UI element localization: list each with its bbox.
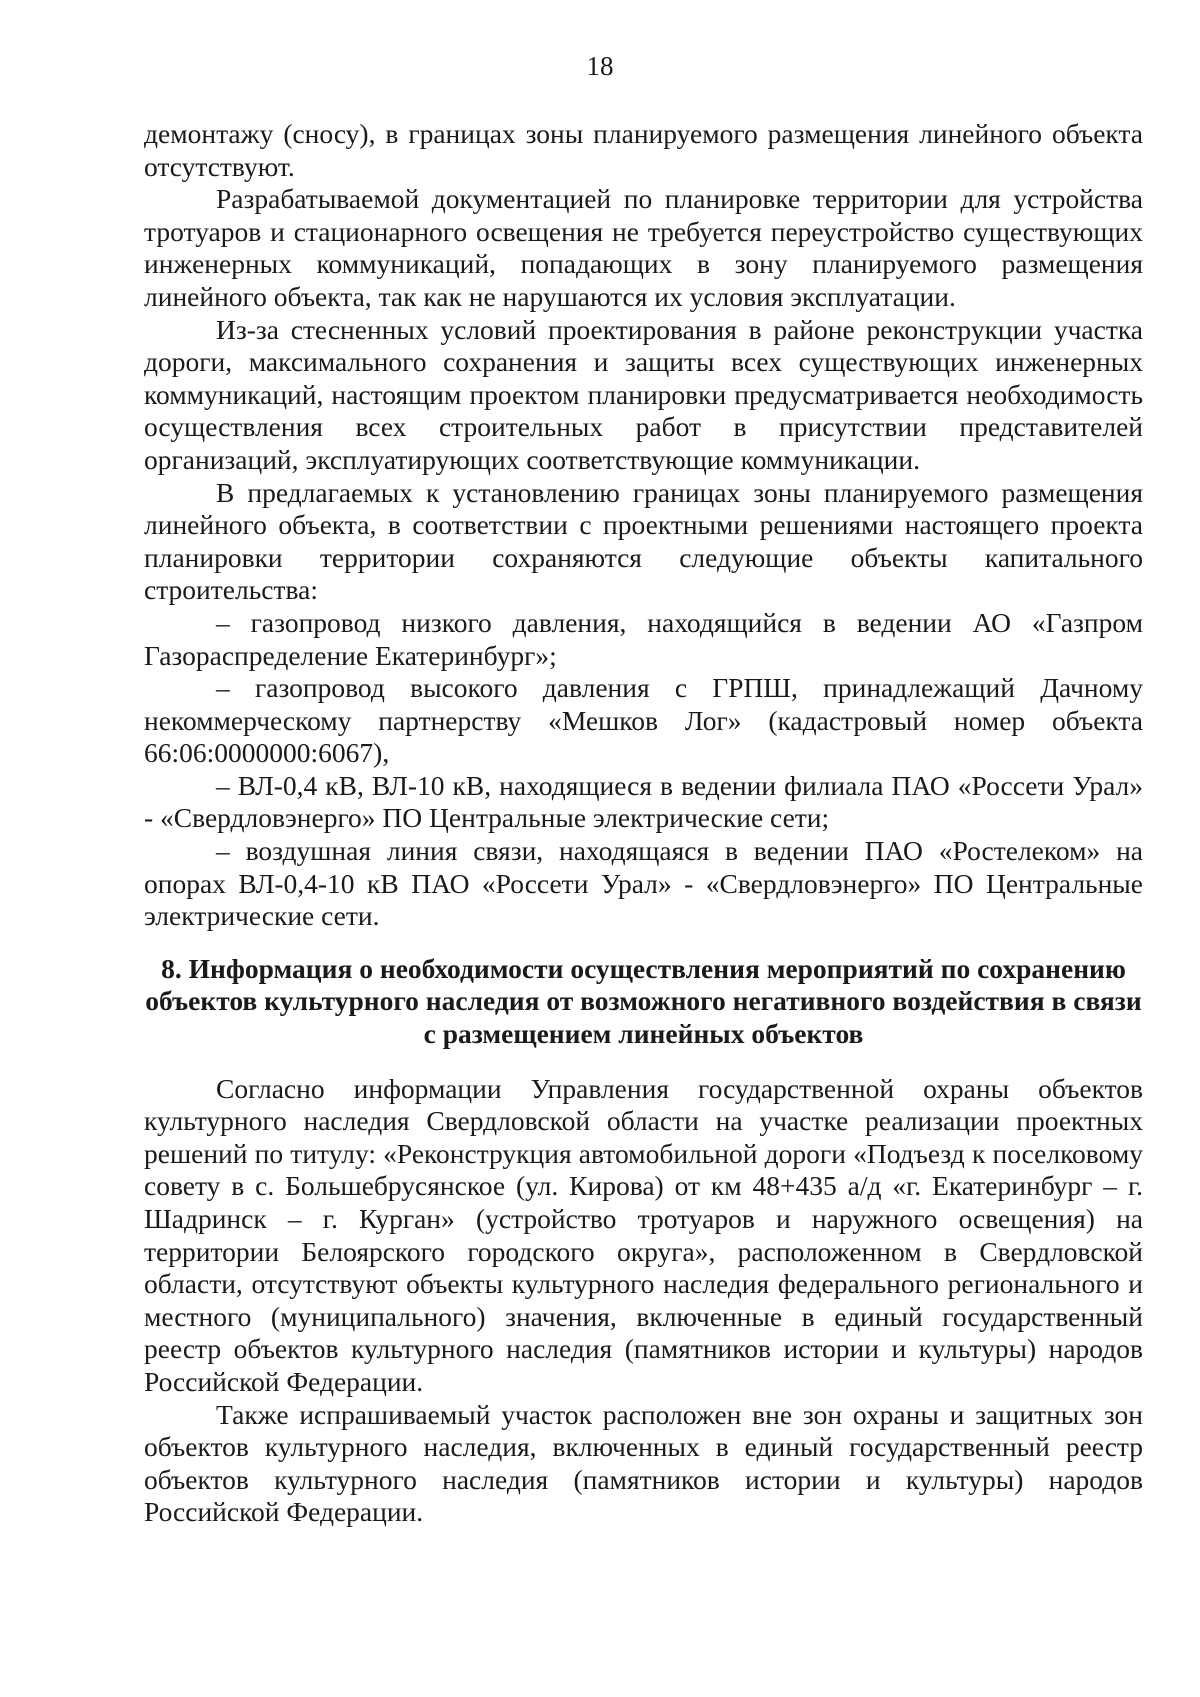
paragraph-construction-conditions: Из-за стесненных условий проектирования в районе реконструкции участка дороги, максимального сохранения и защиты всех существующих инженерных коммуникаций, настоящим проектом планировки предусматривается необходимость осуществления всех строительных работ в присутствии представителей организаций, эксплуатирующих соответствующие коммуникации. — [144, 313, 1143, 475]
paragraph-demolition-continued: демонтажу (сносу), в границах зоны планируемого размещения линейного объекта отсутствуют. — [144, 118, 1143, 182]
paragraph-preserved-objects-intro: В предлагаемых к установлению границах зоны планируемого размещения линейного объекта, в соответствии с проектными решениями настоящего проекта планировки территории сохраняются следующие объекты капитального строительства: — [144, 476, 1143, 606]
paragraph-protection-zones: Также испрашиваемый участок расположен вне зон охраны и защитных зон объектов культурного наследия, включенных в единый государственный реестр объектов культурного наследия (памятников истории и культуры) народов Российской Федерации. — [144, 1398, 1143, 1528]
paragraph-utilities-relocation: Разрабатываемой документацией по планировке территории для устройства тротуаров и стационарного освещения не требуется переустройство существующих инженерных коммуникаций, попадающих в зону планируемого размещения линейного объекта, так как не нарушаются их условия эксплуатации. — [144, 183, 1143, 312]
paragraph-heritage-info: Согласно информации Управления государственной охраны объектов культурного наследия Свердловской области на участке реализации проектных решений по титулу: «Реконструкция автомобильной дороги «Подъезд к поселковому совету в с. Большебрусянское (ул. Кирова) от км 48+435 а/д «г. Екатеринбург – г. Шадринск – г. Курган» (устройство тротуаров и наружного освещения) на территории Белоярского городского округа», расположенном в Свердловской области, отсутствуют объекты культурного наследия федерального регионального и местного (муниципального) значения, включенные в единый государственный реестр объектов культурного наследия (памятников истории и культуры) народов Российской Федерации. — [144, 1072, 1143, 1397]
list-item-communication-line: – воздушная линия связи, находящаяся в ведении ПАО «Ростелеком» на опорах ВЛ-0,4-10 кВ ПАО «Россети Урал» - «Свердловэнерго» ПО Центральные электрические сети. — [144, 835, 1143, 932]
page-number: 18 — [586, 51, 614, 81]
list-item-high-pressure-gas: – газопровод высокого давления с ГРПШ, принадлежащий Дачному некоммерческому партнерству «Мешков Лог» (кадастровый номер объекта 66:06:0000000:6067), — [144, 672, 1143, 769]
list-item-low-pressure-gas: – газопровод низкого давления, находящийся в ведении АО «Газпром Газораспределение Екатеринбург»; — [144, 606, 1143, 671]
document-body — [144, 118, 1143, 1529]
section-heading-cultural-heritage: 8. Информация о необходимости осуществления мероприятий по сохранению объектов культурного наследия от возможного негативного воздействия в связи с размещением линейных объектов — [145, 952, 1142, 1050]
list-item-power-lines: – ВЛ-0,4 кВ, ВЛ-10 кВ, находящиеся в ведении филиала ПАО «Россети Урал» - «Свердловэнерго» ПО Центральные электрические сети; — [144, 769, 1143, 834]
